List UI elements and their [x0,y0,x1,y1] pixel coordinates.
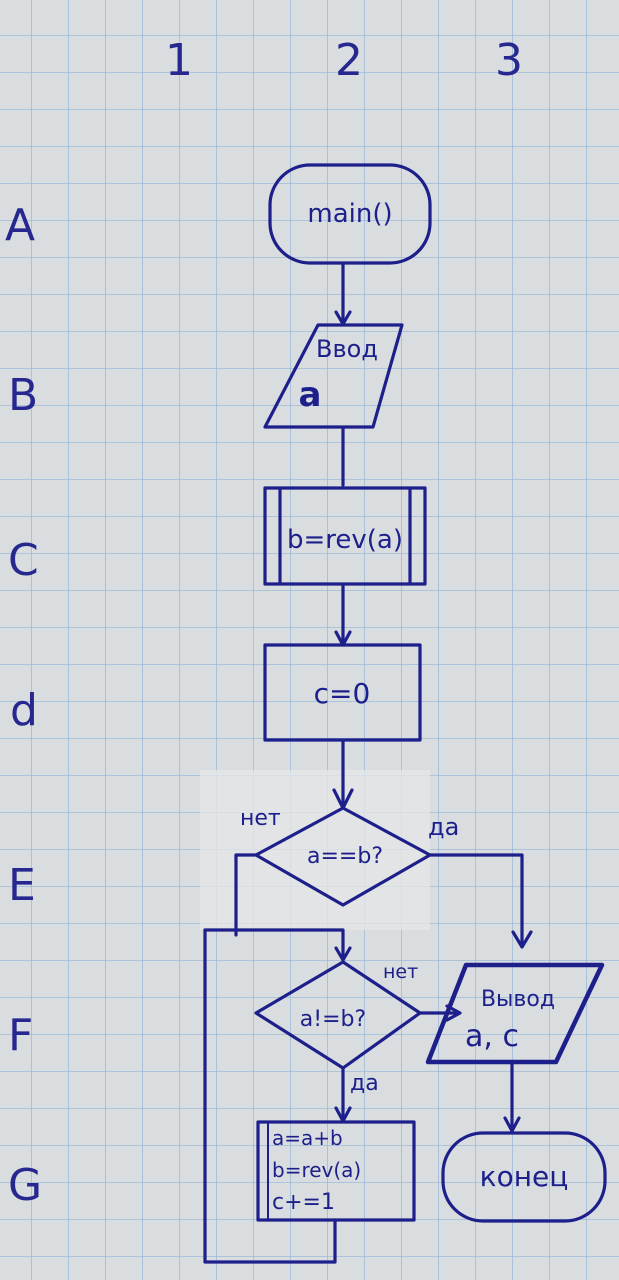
start-label: main() [307,199,393,229]
branch-not-equal-yes: да [350,1071,379,1096]
input-label: Ввод [316,335,378,363]
init-label: c=0 [313,677,371,710]
decision-equal-label: a==b? [307,844,383,869]
loop-body-line-1: a=a+b [272,1126,343,1150]
subroutine-label: b=rev(a) [286,525,404,555]
input-var: a [298,375,322,415]
decision-not-equal-label: a!=b? [299,1007,367,1032]
row-label-a: A [5,200,36,251]
branch-equal-yes: да [428,813,460,841]
row-label-e: E [8,860,36,911]
row-label-g: G [8,1160,43,1211]
loop-body-line-3: c+=1 [272,1190,335,1215]
output-vars: a, c [465,1019,519,1054]
column-label-2: 2 [335,35,363,86]
row-label-c: C [8,535,39,586]
end-label: конец [479,1160,569,1193]
row-label-b: B [8,370,39,421]
branch-equal-no: нет [240,806,281,831]
row-label-f: F [8,1010,34,1061]
branch-not-equal-no: нет [383,961,419,983]
loop-body-line-2: b=rev(a) [272,1158,362,1182]
row-label-d: d [10,685,38,736]
output-label: Вывод [480,987,556,1012]
column-label-1: 1 [165,35,193,86]
column-label-3: 3 [495,35,523,86]
